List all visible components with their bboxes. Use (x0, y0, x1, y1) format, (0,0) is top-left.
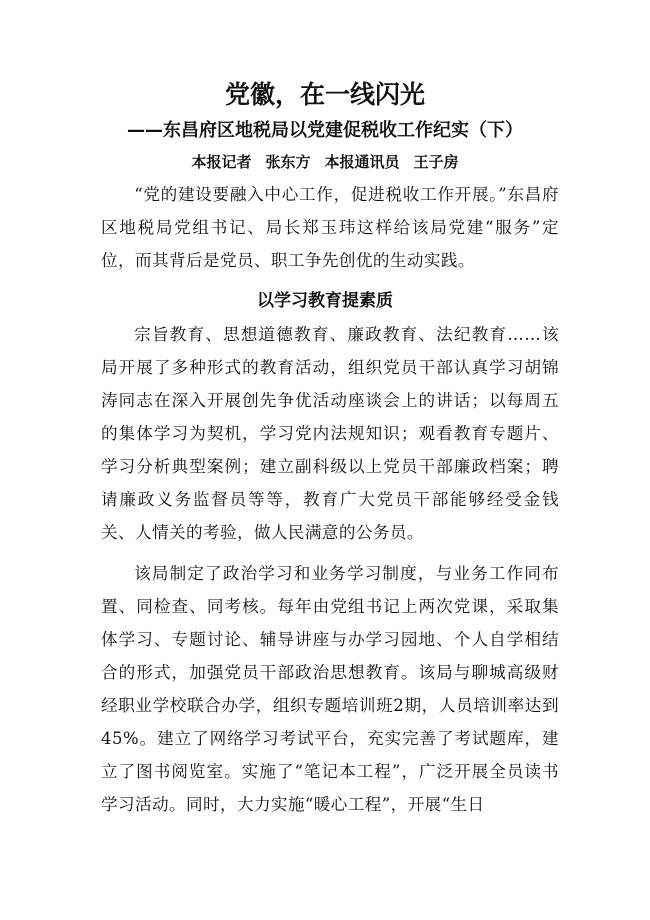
correspondent-role: 本报通讯员 (324, 153, 400, 171)
body-paragraph-education: 宗旨教育、思想道德教育、廉政教育、法纪教育……该局开展了多种形式的教育活动，组织党员干部认真学习胡锦涛同志在深入开展创先争优活动座谈会上的讲话；以每周五的集体学习为契机，学习党内法规知识；观看教育专题片、学习分析典型案例；建立副科级以上党员干部廉政档案；聘请廉政义务监督员等等，教育广大党员干部能够经受金钱关、人情关的考验，做人民满意的公务员。 (101, 325, 559, 542)
body-paragraph-study-system: 该局制定了政治学习和业务学习制度，与业务工作同布置、同检查、同考核。每年由党组书记上两次党课，采取集体学习、专题讨论、辅导讲座与办学习园地、个人自学相结合的形式，加强党员干部政治思想教育。该局与聊城高级财经职业学校联合办学，组织专题培训班2期，人员培训率达到45%。建立了网络学习考试平台，充实完善了考试题库，建立了图书阅览室。实施了“笔记本工程”，广泛开展全员读书学习活动。同时，大力实施“暖心工程”，开展“生日 (101, 564, 559, 814)
reporter-role: 本报记者 (191, 153, 252, 171)
intro-paragraph: “党的建设要融入中心工作，促进税收工作开展。”东昌府区地税局党组书记、局长郑玉玮这样给该局党建“服务”定位，而其背后是党员、职工争先创优的生动实践。 (101, 185, 559, 270)
article-title: 党徽，在一线闪光 (224, 80, 425, 109)
section-heading: 以学习教育提素质 (257, 291, 393, 311)
reporter-name: 张东方 (265, 153, 311, 171)
article-subtitle: ——东昌府区地税局以党建促税收工作纪实（下） (127, 120, 523, 141)
article-byline (0, 150, 650, 174)
correspondent-name: 王子房 (413, 153, 459, 171)
